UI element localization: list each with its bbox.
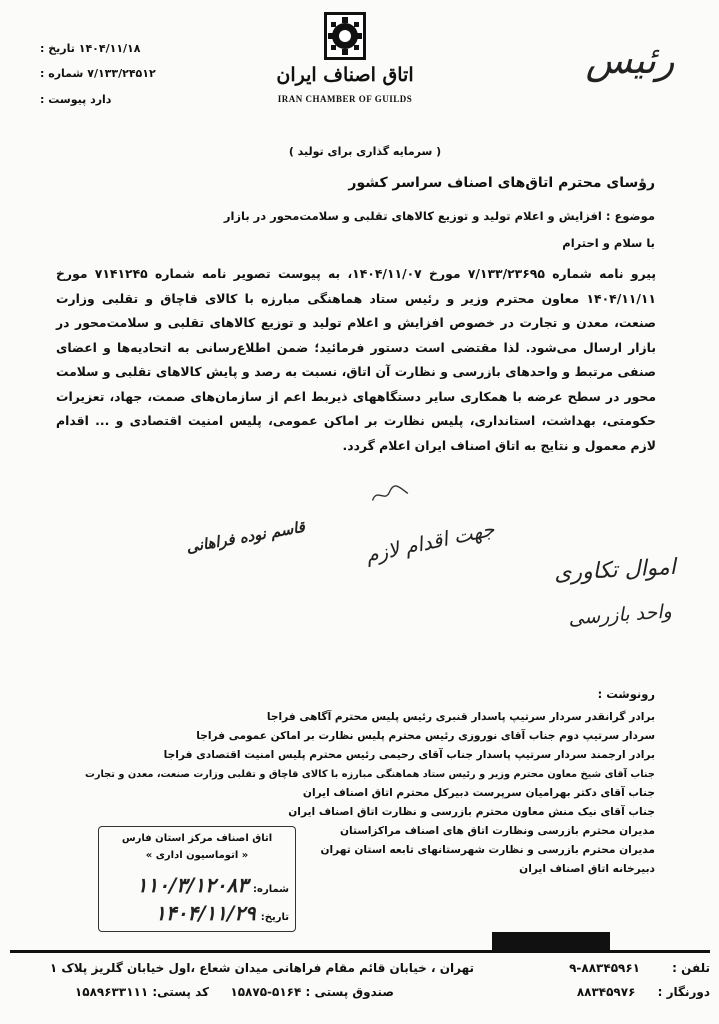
number-row xyxy=(40,67,170,80)
fax-label: دورنگار : xyxy=(657,985,710,999)
cc-item: برادر ارجمند سردار سرتیپ پاسدار جناب آقای رحیمی رئیس محترم پلیس امنیت اقتصادی فراجا xyxy=(163,749,655,761)
footer-phone-row xyxy=(490,961,710,975)
footer-fax-row xyxy=(490,985,710,999)
handwritten-note-right-1: اموال تکاوری xyxy=(553,554,677,587)
greeting: با سلام و احترام xyxy=(562,236,655,250)
gear-logo-icon xyxy=(322,10,368,62)
cc-item: جناب آقای نیک منش معاون محترم بازرسی و نظارت اتاق اصناف ایران xyxy=(288,806,655,818)
attachment-label: پیوست : xyxy=(40,93,87,106)
date-row xyxy=(40,42,170,55)
footer-address: تهران ، خیابان قائم مقام فراهانی میدان شعاع ،اول خیابان گلریز پلاک ۱ xyxy=(49,961,474,975)
letter-body: پیرو نامه شماره ۷/۱۳۳/۲۳۶۹۵ مورخ ۱۴۰۴/۱۱/۰۷، به پیوست تصویر نامه شماره ۷۱۴۱۲۴۵ مورخ ۱۴۰۴/۱۱/۱۱ معاون محترم وزیر و رئیس ستاد هماهنگی مبارزه با کالای قاچاق و تقلبی وزارت صنعت، معدن و تجارت در خصوص افزایش و اعلام تولید و توزیع کالاهای تقلبی و سلامت‌محور در بازار ارسال می‌شود. لذا مقتضی است دستور فرمائید؛ ضمن اطلاع‌رسانی به اتحادیه‌ها و اعضای صنفی مرتبط و واحدهای بازرسی و نظارت آن اتاق، نسبت به رصد و پایش کالاهای تقلبی و سلامت محور در سطح عرضه با همکاری سایر دستگاههای ذیربط اعم از سازمان‌های صمت، جهاد، تعزیرات حکومتی، بهداشت، استانداری، پلیس نظارت بر اماکن عمومی، پلیس امنیت اقتصادی و ... اقدام لازم معمول و نتایج به اتاق اصناف ایران اعلام گردد. xyxy=(56,266,656,453)
cc-label: رونوشت : xyxy=(597,687,655,701)
cc-item: مدیران محترم بازرسی ونظارت اتاق های اصناف مراکزاستان xyxy=(340,825,655,837)
stamp-number-row xyxy=(105,873,289,897)
number-label: شماره : xyxy=(40,67,84,80)
stamp-dept: « اتوماسیون اداری » xyxy=(145,850,249,861)
attachment-value: دارد xyxy=(90,93,112,106)
cc-item: سردار سرتیپ دوم جناب آقای نوروزی رئیس محترم پلیس نظارت بر اماکن عمومی فراجا xyxy=(196,730,655,742)
incoming-stamp xyxy=(98,826,296,932)
cc-item: جناب آقای شیخ معاون محترم وزیر و رئیس ستاد هماهنگی مبارزه با کالای قاچاق و تقلبی وزارت صنعت، معدن و تجارت xyxy=(85,769,655,780)
guild-chamber-logo xyxy=(322,10,368,62)
motto: ( سرمایه گذاری برای تولید ) xyxy=(288,145,442,158)
date-label: تاریخ : xyxy=(40,42,75,55)
stamp-date-label: تاریخ: xyxy=(260,912,289,923)
cc-item: برادر گرانقدر سردار سرتیپ پاسدار قنبری رئیس پلیس محترم آگاهی فراجا xyxy=(266,711,655,723)
stamp-date-row xyxy=(105,901,289,925)
handwritten-recipient: رئیس xyxy=(585,38,675,82)
footer-divider xyxy=(10,950,710,953)
subject-text: افزایش و اعلام تولید و توزیع کالاهای تقلبی و سلامت‌محور در بازار xyxy=(223,209,602,223)
stamp-date-value: ۱۴۰۴/۱۱/۲۹ xyxy=(155,901,256,925)
cc-item: جناب آقای دکتر بهرامیان سرپرست دبیرکل محترم اتاق اصناف ایران xyxy=(302,787,655,799)
stamp-number-value: ۱۱۰/۳/۱۲۰۸۳ xyxy=(136,873,248,897)
subject-line xyxy=(210,209,655,223)
cc-item: دبیرخانه اتاق اصناف ایران xyxy=(519,863,655,875)
number-value: ۷/۱۳۳/۲۴۵۱۲ xyxy=(87,67,156,80)
signature-scribble-icon xyxy=(369,481,411,506)
cc-item: مدیران محترم بازرسی و نظارت شهرستانهای تابعه استان تهران xyxy=(320,844,655,856)
stamp-number-label: شماره: xyxy=(253,884,289,895)
addressee: رؤسای محترم اتاق‌های اصناف سراسر کشور xyxy=(348,175,655,191)
org-name-en: IRAN CHAMBER OF GUILDS xyxy=(277,94,413,104)
handwritten-initials xyxy=(359,480,422,511)
attachment-row xyxy=(40,93,170,106)
subject-label: موضوع : xyxy=(605,209,655,223)
fax-value: ۸۸۳۴۵۹۷۶ xyxy=(576,985,636,999)
signatory-name: قاسم نوده فراهانی xyxy=(184,517,307,557)
phone-value: ۸۸۳۴۵۹۶۱-۹ xyxy=(569,961,640,975)
handwritten-note-top: جهت اقدام لازم xyxy=(363,516,497,568)
org-name-fa: اتاق اصناف ایران xyxy=(276,64,414,86)
stamp-org: اتاق اصناف مرکز استان فارس xyxy=(121,833,273,844)
footer-postcode: کد پستی: ۱۵۸۹۶۳۳۱۱۱ xyxy=(74,985,209,999)
date-value: ۱۴۰۴/۱۱/۱۸ xyxy=(78,42,141,55)
phone-label: تلفن : xyxy=(672,961,710,975)
redaction-bar xyxy=(492,932,610,950)
footer-pobox: صندوق پستی : ۵۱۶۴-۱۵۸۷۵ xyxy=(230,985,394,999)
handwritten-note-right-2: واحد بازرسی xyxy=(567,600,673,630)
